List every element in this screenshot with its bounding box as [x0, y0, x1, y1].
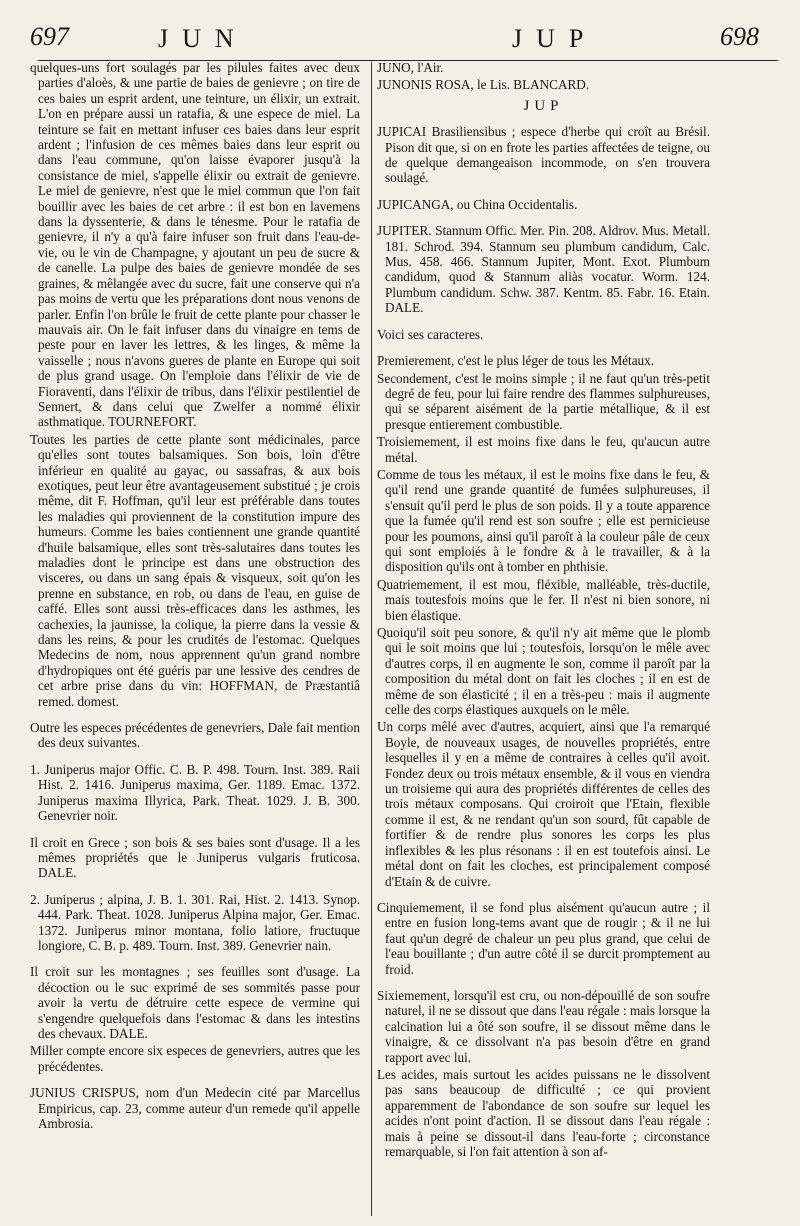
left-paragraph: Il croit en Grece ; son bois & ses baies sont d'usage. Il a les mêmes propriétés que le Juniperus vulgaris fruticosa. DALE.	[30, 834, 360, 881]
paragraph-gap	[377, 344, 710, 353]
right-running-head: JUP	[512, 24, 598, 53]
left-paragraph: Toutes les parties de cette plante sont médicinales, parce qu'elles sont toutes balsamiques. Son bois, loin d'être inférieur en qualité au gayac, ou sassafras, & aux bois exotiques, peut leur être avantageusement substitué ; je crois même, dit F. Hoffman, qu'il leur est préférable dans toutes les maladies qui proviennent de la constitution impure des humeurs. Comme les baies contiennent une grande quantité d'huile balsamique, elles sont très-salutaires dans toutes les maladies dont le principe est dans une obstruction des visceres, ou dans un sang épais & visqueux, soit qu'on les prenne en substance, en rob, ou dans de l'eau, en guise de caffé. Elles sont aussi très-efficaces dans les asthmes, les cachexies, la jaunisse, la colique, la pierre dans la vessie & dans les reins, & pour les crudités de l'estomac. Quelques Medecins de nom, nous apprennent qu'un grand nombre d'hydropiques ont été guéris par une lessive des cendres de cet arbre prise dans du vin: HOFFMAN, de Præstantiâ remed. domest.	[30, 431, 360, 709]
right-paragraph: Quatriemement, il est mou, fléxible, malléable, très-ductile, mais toutesfois moins que le fer. Il n'est ni bien sonore, ni bien élastique.	[377, 576, 710, 623]
paragraph-gap	[30, 883, 360, 892]
paragraph-gap	[30, 753, 360, 762]
right-paragraph: Quoiqu'il soit peu sonore, & qu'il n'y ait même que le plomb qui le soit moins que lui ; toutesfois, lorsqu'on le mêle avec d'autres corps, il en augmente le son, comme il paroît par la composition du métal dont on fait les cloches ; il en est de même de son élasticité ; il en a très-peu : mais il augmente celle des corps élastiques auxquels on le mêle.	[377, 625, 710, 718]
right-paragraph: Secondement, c'est le moins simple ; il ne faut qu'un très-petit degré de feu, pour lui faire rendre des flammes sulphureuses, qui se séparent aisément de la partie métallique, & il est presque entierement combustible.	[377, 370, 710, 432]
right-paragraph: JUPITER. Stannum Offic. Mer. Pin. 208. Aldrov. Mus. Metall. 181. Schrod. 394. Stannum seu plumbum candidum, Calc. Mus. 458. 466. Stannum Jupiter, Mont. Exot. Plumbum candidum, quod & Stannum aliàs vocatur. Worm. 124. Plumbum candidum. Schw. 387. Kentm. 85. Fabr. 16. Etain. DALE.	[377, 223, 710, 316]
right-paragraph: JUPICAI Brasiliensibus ; espece d'herbe qui croît au Brésil. Pison dit que, si on en frote les parties affectées de teigne, ou de quelque demangeaison incommode, on s'en trouvera soulagé.	[377, 124, 710, 186]
left-page-number: 697	[30, 22, 69, 51]
right-column	[377, 60, 710, 1220]
paragraph-gap	[377, 214, 710, 223]
right-paragraph: Les acides, mais surtout les acides puissans ne le dissolvent pas sans beaucoup de difficulté ; ce qui provient apparemment de l'abondance de son soufre sur lequel les acides n'ont point d'action. Il se dissout dans l'eau régale : mais à peine se dissout-il dans l'eau-forte ; circonstance remarquable, si l'on fait attention à son af-	[377, 1066, 710, 1159]
right-paragraph: Comme de tous les métaux, il est le moins fixe dans le feu, & qu'il rend une grande quantité de fumées sulphureuses, il s'ensuit qu'il perd le plus de son poids. Il y a toute apparence que la fumée qu'il rend est son soufre ; elle est pernicieuse pour les poumons, ainsi qu'il paroît à la couleur pâle de ceux qui sont emploiés à le fondre & à le travailler, & à la disposition qu'ils ont à tomber en phthisie.	[377, 466, 710, 575]
right-page-number: 698	[720, 22, 759, 51]
left-paragraph: JUNIUS CRISPUS, nom d'un Medecin cité par Marcellus Empiricus, cap. 23, comme auteur d'un remede qu'il appelle Ambrosia.	[30, 1085, 360, 1131]
right-paragraph: Sixiemement, lorsqu'il est cru, ou non-dépouillé de son soufre naturel, il ne se dissout que dans l'eau régale : mais lorsque la calcination lui a ôté son soufre, il se dissout même dans le vinaigre, & ce dissolvant n'a pas besoin d'être en grand rapport avec lui.	[377, 987, 710, 1065]
right-paragraph: JUPICANGA, ou China Occidentalis.	[377, 196, 578, 212]
paragraph-gap	[377, 979, 710, 988]
column-divider	[371, 62, 372, 1216]
right-paragraph: JUNONIS ROSA, le Lis. BLANCARD.	[377, 77, 590, 93]
paragraph-gap	[377, 188, 710, 197]
right-paragraph: JUP	[523, 97, 564, 114]
right-paragraph: Voici ses caracteres.	[377, 326, 484, 342]
paragraph-gap	[377, 891, 710, 900]
left-paragraph: 2. Juniperus ; alpina, J. B. 1. 301. Rai, Hist. 2. 1413. Synop. 444. Park. Theat. 1028. Juniperus Alpina major, Ger. Emac. 1372. Juniperus minor montana, folio latiore, fructuque longiore, C. B. p. 489. Tourn. Inst. 389. Genevrier nain.	[30, 891, 360, 953]
paragraph-gap	[30, 955, 360, 964]
right-paragraph: Troisiemement, il est moins fixe dans le feu, qu'aucun autre métal.	[377, 434, 710, 465]
right-paragraph: JUNO, l'Air.	[377, 60, 444, 75]
left-column	[30, 60, 360, 1220]
left-paragraph: Il croit sur les montagnes ; ses feuilles sont d'usage. La décoction ou le suc exprimé de ses sommités passe pour avoir la vertu de détruire cette espece de vermine qui s'engendre quelquefois dans l'estomac & dans les intestins des chevaux. DALE.	[30, 964, 360, 1041]
paragraph-gap	[30, 711, 360, 720]
left-running-head: JUN	[158, 24, 248, 53]
left-paragraph: 1. Juniperus major Offic. C. B. P. 498. Tourn. Inst. 389. Raii Hist. 2. 1416. Juniperus maxima, Ger. 1189. Emac. 1372. Juniperus maxima Illyrica, Park. Theat. 1029. J. B. 300. Genevrier noir.	[30, 761, 360, 824]
left-paragraph: Outre les especes précédentes de genevriers, Dale fait mention des deux suivantes.	[30, 720, 360, 751]
right-paragraph: Un corps mêlé avec d'autres, acquiert, ainsi que l'a remarqué Boyle, de nouveaux usages, de nouvelles propriétés, entre lesquelles il y en a même de contraires à celles qu'il avoit. Fondez deux ou trois métaux ensemble, & il vous en viendra un troisieme qui aura des propriétés différentes de celles des trois métaux composans. Qui croiroit que l'Etain, flexible comme il est, & ne rendant qu'un son sourd, fût capable de fortifier & de rendre plus sonores les corps les plus inflexibles & les plus résonans : il en est toutefois ainsi. Le métal dont on fait les cloches, est principalement composé d'Etain & de cuivre.	[377, 719, 710, 889]
left-paragraph: quelques-uns fort soulagés par les pilules faites avec deux parties d'aloès, & une partie de baies de genievre ; on tire de ces baies un esprit ardent, une teinture, un élixir, un extrait. L'on en prépare aussi un ratafia, & une espece de miel. La teinture se fait en mettant infuser ces baies dans leur esprit ardent ; l'infusion de ces mêmes baies dans leur esprit ou dans l'eau commune, qu'on laisse évaporer jusqu'à la consistance de miel, s'appelle élixir ou extrait de genievre. Le miel de genievre, n'est que le miel commun que l'on fait bouillir avec les baies de cet arbre : il est bon en lavemens dans la dyssenterie, & dans le ténesme. Pour le ratafia de genievre, il n'y a qu'à faire infuser son fruit dans l'eau-de-vie, ou le vin de Champagne, y ajoutant un peu de sucre & de canelle. La pulpe des baies de genievre mondée de ses graines, & mêlangée avec du sucre, fait une conserve qui n'a pas moins de vertu que les préparations dont nous venons de parler. Enfin l'on brûle le fruit de cette plante pour chasser le mauvais air. On le fait infuser dans du vinaigre en tems de peste pour en laver les lettres, & les linges, & même la vaisselle ; nous n'avons gueres de plante en Europe qui soit de plus grand usage. On l'emploie dans l'élixir de vie de Fioraventi, dans l'élixir de tribus, dans l'élixir pestilentiel de Sennert, & dans celui que Zwelfer a nommé élixir asthmatique. TOURNEFORT.	[30, 60, 360, 430]
left-paragraph: Miller compte encore six especes de genevriers, autres que les précédentes.	[30, 1043, 360, 1074]
right-paragraph: Cinquiemement, il se fond plus aisément qu'aucun autre ; il entre en fusion long-tems avant que de rougir ; & il ne lui faut qu'un degré de chaleur un peu plus grand, que celui de l'eau bouillante ; d'un autre côté il se durcit promptement au froid.	[377, 899, 710, 977]
right-paragraph: Premierement, c'est le plus léger de tous les Métaux.	[377, 353, 655, 369]
paragraph-gap	[377, 318, 710, 327]
paragraph-gap	[30, 1076, 360, 1085]
paragraph-gap	[30, 826, 360, 835]
